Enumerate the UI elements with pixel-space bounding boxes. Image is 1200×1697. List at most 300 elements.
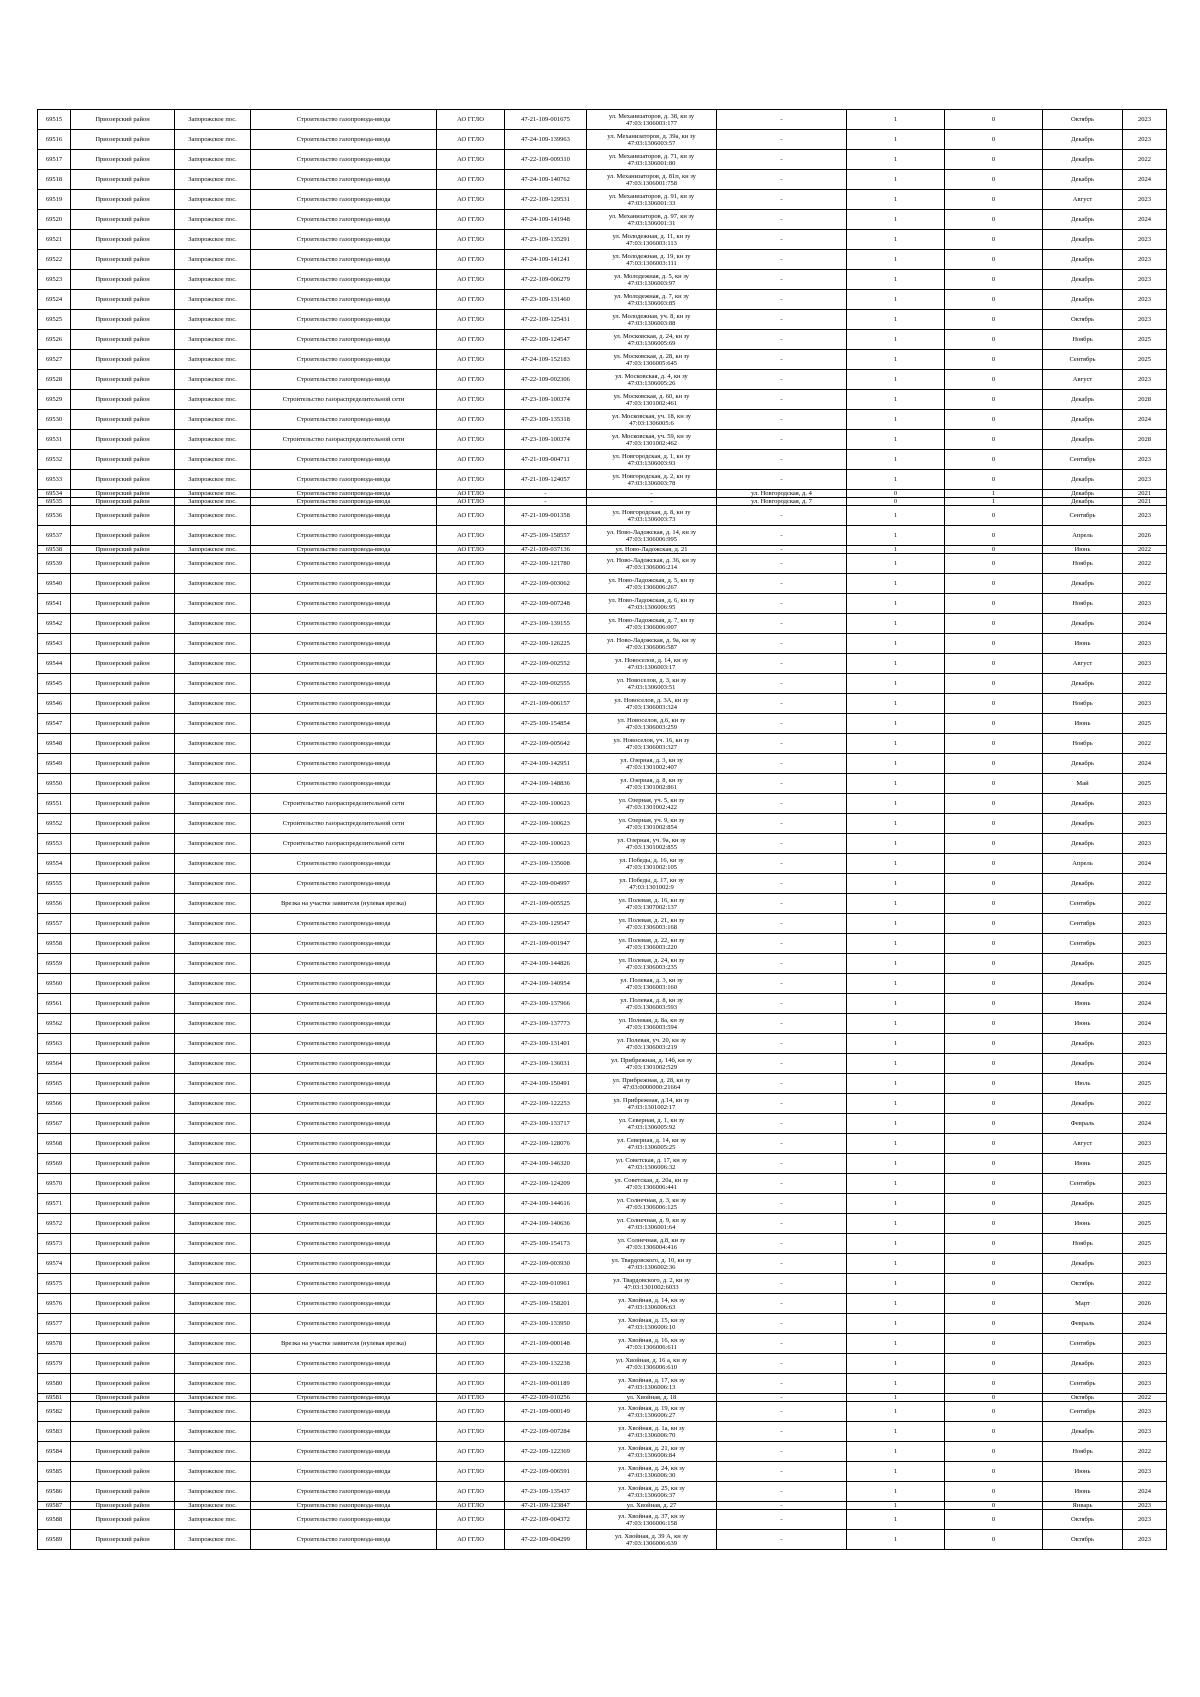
cell-code: 47-25-109-158557 [505, 526, 587, 546]
cell-id: 69524 [38, 290, 71, 310]
cell-month: Сентябрь [1043, 1402, 1123, 1422]
cell-code: 47-21-109-001947 [505, 934, 587, 954]
cell-work: Строительство газопровода-ввода [251, 150, 437, 170]
cell-code: 47-22-109-003062 [505, 574, 587, 594]
table-row [38, 934, 1167, 954]
cell-id: 69578 [38, 1334, 71, 1354]
cell-count-2: 0 [945, 834, 1043, 854]
cell-id: 69528 [38, 370, 71, 390]
cell-count-2: 0 [945, 1234, 1043, 1254]
cell-count-1: 1 [847, 914, 945, 934]
cell-code: 47-22-109-124209 [505, 1174, 587, 1194]
cell-address [587, 1194, 717, 1214]
cell-year: 2022 [1123, 574, 1167, 594]
cell-object: - [717, 370, 847, 390]
cell-month: Ноябрь [1043, 1234, 1123, 1254]
cell-address [587, 1374, 717, 1394]
cell-code: 47-23-109-137966 [505, 994, 587, 1014]
cell-object: - [717, 190, 847, 210]
cell-settlement: Запорожское пос. [175, 1214, 251, 1234]
cell-count-1: 1 [847, 734, 945, 754]
table-row [38, 1014, 1167, 1034]
table-row [38, 230, 1167, 250]
cell-district: Приозерский район [71, 634, 175, 654]
cell-settlement: Запорожское пос. [175, 490, 251, 498]
cell-object: - [717, 1154, 847, 1174]
cell-org: АО ГГЛО [437, 1154, 505, 1174]
cell-org: АО ГГЛО [437, 170, 505, 190]
cell-object: - [717, 1502, 847, 1510]
cell-code: 47-22-109-004372 [505, 1510, 587, 1530]
cell-month: Декабрь [1043, 834, 1123, 854]
cell-org: АО ГГЛО [437, 1034, 505, 1054]
cell-count-1: 1 [847, 1422, 945, 1442]
cell-work: Строительство газопровода-ввода [251, 1530, 437, 1550]
cell-year: 2023 [1123, 1462, 1167, 1482]
cell-id: 69571 [38, 1194, 71, 1214]
cell-work: Строительство газопровода-ввода [251, 934, 437, 954]
address-line: ул. Прибрежная, д. 14б, кн зу [611, 1056, 692, 1064]
table-row [38, 554, 1167, 574]
cell-settlement: Запорожское пос. [175, 230, 251, 250]
cell-address [587, 954, 717, 974]
cell-org: АО ГГЛО [437, 694, 505, 714]
cadastral-number: 47:03:1306002:36 [627, 1263, 676, 1271]
cell-org: АО ГГЛО [437, 1074, 505, 1094]
cell-month: Декабрь [1043, 1054, 1123, 1074]
cell-month: Октябрь [1043, 1394, 1123, 1402]
address-line: ул. Новгородская, д. 8, кн зу [612, 508, 691, 516]
cell-count-1: 1 [847, 470, 945, 490]
cell-year: 2024 [1123, 1482, 1167, 1502]
cell-settlement: Запорожское пос. [175, 634, 251, 654]
cell-address [587, 490, 717, 498]
cell-district: Приозерский район [71, 1482, 175, 1502]
cell-month: Декабрь [1043, 150, 1123, 170]
cell-settlement: Запорожское пос. [175, 190, 251, 210]
cell-address [587, 734, 717, 754]
cadastral-number: 47:03:1306006:10 [627, 1323, 676, 1331]
cell-org: АО ГГЛО [437, 574, 505, 594]
address-line: ул. Ново-Ладожская, д. 7, кн зу [608, 616, 695, 624]
cell-year: 2022 [1123, 554, 1167, 574]
cell-year: 2023 [1123, 506, 1167, 526]
cadastral-number: 47:03:1306001:64 [627, 1223, 676, 1231]
cell-year: 2024 [1123, 1114, 1167, 1134]
cell-month: Октябрь [1043, 1530, 1123, 1550]
table-row [38, 574, 1167, 594]
cell-year: 2025 [1123, 1234, 1167, 1254]
cell-address [587, 1074, 717, 1094]
cell-year: 2023 [1123, 1374, 1167, 1394]
cell-code: - [505, 498, 587, 506]
cell-count-1: 1 [847, 1374, 945, 1394]
cell-address [587, 574, 717, 594]
cell-id: 69580 [38, 1374, 71, 1394]
cell-work: Строительство газораспределительной сети [251, 834, 437, 854]
table-row [38, 1402, 1167, 1422]
address-line: ул. Озерная, д. 3, кн зу [620, 756, 683, 764]
cell-month: Июнь [1043, 1214, 1123, 1234]
address-line: ул. Хвойная, д. 14, кн зу [618, 1296, 685, 1304]
cell-object: - [717, 1462, 847, 1482]
cell-work: Строительство газопровода-ввода [251, 674, 437, 694]
cell-work: Строительство газопровода-ввода [251, 974, 437, 994]
address-line: ул. Твардовского, д. 2, кн зу [613, 1276, 690, 1284]
cell-count-1: 1 [847, 1114, 945, 1134]
cell-object: - [717, 994, 847, 1014]
cell-district: Приозерский район [71, 694, 175, 714]
cell-year: 2025 [1123, 330, 1167, 350]
cell-count-1: 1 [847, 230, 945, 250]
cell-address [587, 290, 717, 310]
cell-year: 2023 [1123, 814, 1167, 834]
cell-count-1: 1 [847, 526, 945, 546]
cell-work: Строительство газопровода-ввода [251, 410, 437, 430]
cell-org: АО ГГЛО [437, 1054, 505, 1074]
cell-count-1: 1 [847, 1074, 945, 1094]
cell-work: Строительство газопровода-ввода [251, 694, 437, 714]
cell-address [587, 1394, 717, 1402]
cell-id: 69519 [38, 190, 71, 210]
cadastral-number: 47:03:1306003:17 [627, 663, 676, 671]
cell-id: 69535 [38, 498, 71, 506]
cell-object: - [717, 110, 847, 130]
cell-org: АО ГГЛО [437, 130, 505, 150]
cell-count-1: 1 [847, 1034, 945, 1054]
cell-id: 69544 [38, 654, 71, 674]
cell-settlement: Запорожское пос. [175, 694, 251, 714]
address-line: ул. Северная, д. 1, кн зу [618, 1116, 685, 1124]
cell-address [587, 774, 717, 794]
cell-year: 2024 [1123, 994, 1167, 1014]
cell-work: Строительство газопровода-ввода [251, 210, 437, 230]
cell-count-1: 1 [847, 1014, 945, 1034]
cell-settlement: Запорожское пос. [175, 450, 251, 470]
address-line: ул. Новоселов, д.6, кн зу [617, 716, 686, 724]
cell-work: Строительство газопровода-ввода [251, 290, 437, 310]
cell-year: 2022 [1123, 546, 1167, 554]
cell-object: - [717, 1314, 847, 1334]
cell-work: Строительство газопровода-ввода [251, 526, 437, 546]
cell-count-2: 0 [945, 1134, 1043, 1154]
cell-settlement: Запорожское пос. [175, 1394, 251, 1402]
table-row [38, 1094, 1167, 1114]
cell-code: 47-23-109-135291 [505, 230, 587, 250]
cadastral-number: 47:03:1306001:31 [627, 219, 676, 227]
cadastral-number: 47:03:1306003:113 [626, 239, 677, 247]
cell-work: Строительство газопровода-ввода [251, 110, 437, 130]
table-row [38, 1214, 1167, 1234]
cell-address [587, 934, 717, 954]
table-row [38, 1254, 1167, 1274]
cell-year: 2022 [1123, 1442, 1167, 1462]
cell-settlement: Запорожское пос. [175, 150, 251, 170]
cell-id: 69542 [38, 614, 71, 634]
cell-object: ул. Новгородская, д. 4 [717, 490, 847, 498]
cell-code: 47-22-109-125431 [505, 310, 587, 330]
cell-code: 47-24-109-148836 [505, 774, 587, 794]
cell-month: Сентябрь [1043, 350, 1123, 370]
cell-work: Строительство газопровода-ввода [251, 1422, 437, 1442]
cell-count-2: 0 [945, 914, 1043, 934]
cell-month: Октябрь [1043, 1510, 1123, 1530]
cell-org: АО ГГЛО [437, 526, 505, 546]
cell-org: АО ГГЛО [437, 1354, 505, 1374]
table-row [38, 874, 1167, 894]
cell-year: 2024 [1123, 614, 1167, 634]
cell-id: 69584 [38, 1442, 71, 1462]
cell-id: 69573 [38, 1234, 71, 1254]
cell-id: 69551 [38, 794, 71, 814]
cell-year: 2025 [1123, 1154, 1167, 1174]
cell-work: Строительство газопровода-ввода [251, 450, 437, 470]
cell-district: Приозерский район [71, 1114, 175, 1134]
cell-district: Приозерский район [71, 754, 175, 774]
address-line: ул. Московская, д. 28, кн зу [613, 352, 690, 360]
address-line: ул. Молодежная, д. 11, кн зу [612, 232, 691, 240]
cadastral-number: 47:03:1306006:610 [626, 1363, 677, 1371]
cadastral-number: 47:03:1306006:158 [626, 1519, 677, 1527]
cell-work: Врезка на участке заявителя (нулевая врезка) [251, 894, 437, 914]
cell-id: 69556 [38, 894, 71, 914]
cell-count-1: 1 [847, 854, 945, 874]
cell-year: 2023 [1123, 370, 1167, 390]
cell-org: АО ГГЛО [437, 834, 505, 854]
cell-id: 69575 [38, 1274, 71, 1294]
cell-count-1: 1 [847, 370, 945, 390]
cell-settlement: Запорожское пос. [175, 854, 251, 874]
cell-district: Приозерский район [71, 390, 175, 410]
cell-org: АО ГГЛО [437, 874, 505, 894]
cell-code: 47-22-109-100623 [505, 834, 587, 854]
address-line: ул. Хвойная, д. 21, кн зу [618, 1444, 685, 1452]
cell-year: 2023 [1123, 1354, 1167, 1374]
cell-org: АО ГГЛО [437, 934, 505, 954]
cell-id: 69532 [38, 450, 71, 470]
cell-object: - [717, 1422, 847, 1442]
cell-district: Приозерский район [71, 506, 175, 526]
cell-address [587, 270, 717, 290]
cell-month: Декабрь [1043, 614, 1123, 634]
cell-work: Строительство газопровода-ввода [251, 634, 437, 654]
cell-month: Ноябрь [1043, 554, 1123, 574]
cell-code: 47-21-109-001675 [505, 110, 587, 130]
cell-month: Июнь [1043, 1482, 1123, 1502]
cell-year: 2023 [1123, 594, 1167, 614]
cell-settlement: Запорожское пос. [175, 330, 251, 350]
cell-address [587, 1530, 717, 1550]
cadastral-number: 47:03:1301002:422 [626, 803, 677, 811]
cell-count-2: 0 [945, 934, 1043, 954]
cell-settlement: Запорожское пос. [175, 554, 251, 574]
cell-count-1: 1 [847, 834, 945, 854]
cell-district: Приозерский район [71, 854, 175, 874]
cell-org: АО ГГЛО [437, 1422, 505, 1442]
table-row [38, 754, 1167, 774]
table-row [38, 854, 1167, 874]
cell-district: Приозерский район [71, 270, 175, 290]
address-line: ул. Советская, д. 17, кн зу [615, 1156, 688, 1164]
cell-settlement: Запорожское пос. [175, 1194, 251, 1214]
cell-code: 47-22-109-002552 [505, 654, 587, 674]
table-row [38, 1074, 1167, 1094]
cell-district: Приозерский район [71, 1374, 175, 1394]
cell-settlement: Запорожское пос. [175, 350, 251, 370]
address-line: ул. Хвойная, д. 19, кн зу [618, 1404, 685, 1412]
cell-count-1: 1 [847, 654, 945, 674]
cell-id: 69515 [38, 110, 71, 130]
cell-object: - [717, 1174, 847, 1194]
cell-count-2: 0 [945, 1154, 1043, 1174]
cell-count-1: 1 [847, 1294, 945, 1314]
cell-district: Приозерский район [71, 1014, 175, 1034]
cell-object: - [717, 430, 847, 450]
cell-code: 47-23-109-132238 [505, 1354, 587, 1374]
address-line: ул. Хвойная, д. 39 А, кн зу [614, 1532, 689, 1540]
cell-org: АО ГГЛО [437, 1294, 505, 1314]
cell-settlement: Запорожское пос. [175, 526, 251, 546]
cell-settlement: Запорожское пос. [175, 994, 251, 1014]
table-row [38, 1054, 1167, 1074]
address-line: ул. Хвойная, д. 18 [626, 1394, 677, 1401]
cell-district: Приозерский район [71, 1394, 175, 1402]
cell-address [587, 1254, 717, 1274]
cell-object: - [717, 526, 847, 546]
cell-district: Приозерский район [71, 594, 175, 614]
cell-month: Декабрь [1043, 1254, 1123, 1274]
table-row [38, 614, 1167, 634]
cell-object: - [717, 230, 847, 250]
cell-count-2: 0 [945, 554, 1043, 574]
cell-id: 69550 [38, 774, 71, 794]
cell-year: 2024 [1123, 410, 1167, 430]
cadastral-number: 47:03:1306003:594 [626, 1023, 677, 1031]
cell-month: Февраль [1043, 1314, 1123, 1334]
cell-org: АО ГГЛО [437, 1482, 505, 1502]
cell-settlement: Запорожское пос. [175, 1114, 251, 1134]
cell-count-1: 1 [847, 1214, 945, 1234]
cell-org: АО ГГЛО [437, 974, 505, 994]
cell-district: Приозерский район [71, 894, 175, 914]
cell-code: 47-22-109-007284 [505, 1422, 587, 1442]
cell-count-1: 1 [847, 754, 945, 774]
cell-settlement: Запорожское пос. [175, 894, 251, 914]
cell-work: Строительство газопровода-ввода [251, 714, 437, 734]
cadastral-number: 47:03:1306003:160 [626, 983, 677, 991]
cell-object: - [717, 330, 847, 350]
cell-month: Март [1043, 1294, 1123, 1314]
cell-settlement: Запорожское пос. [175, 410, 251, 430]
cell-address [587, 594, 717, 614]
cell-year: 2022 [1123, 894, 1167, 914]
cell-work: Строительство газопровода-ввода [251, 574, 437, 594]
cell-id: 69529 [38, 390, 71, 410]
cadastral-number: 47:03:1307002:137 [626, 903, 677, 911]
cell-address [587, 1502, 717, 1510]
cell-settlement: Запорожское пос. [175, 654, 251, 674]
cell-settlement: Запорожское пос. [175, 614, 251, 634]
data-table [37, 109, 1167, 1550]
cell-district: Приозерский район [71, 914, 175, 934]
cell-count-1: 0 [847, 498, 945, 506]
cell-count-2: 0 [945, 250, 1043, 270]
cell-year: 2024 [1123, 974, 1167, 994]
cell-year: 2023 [1123, 110, 1167, 130]
cell-count-2: 0 [945, 634, 1043, 654]
table-row [38, 1034, 1167, 1054]
cell-settlement: Запорожское пос. [175, 110, 251, 130]
table-row [38, 350, 1167, 370]
cadastral-number: 47:03:1306003:51 [627, 683, 676, 691]
address-line: ул. Механизаторов, д. 91, кн зу [608, 192, 695, 200]
cell-code: 47-22-109-128076 [505, 1134, 587, 1154]
address-line: ул. Озерная, уч. 9, кн зу [618, 816, 685, 824]
cell-address [587, 170, 717, 190]
cell-object: - [717, 914, 847, 934]
table-row [38, 974, 1167, 994]
cell-count-2: 0 [945, 526, 1043, 546]
cell-count-1: 1 [847, 934, 945, 954]
cell-year: 2022 [1123, 150, 1167, 170]
cell-address [587, 230, 717, 250]
cell-count-2: 0 [945, 130, 1043, 150]
cell-count-2: 0 [945, 874, 1043, 894]
cell-work: Строительство газопровода-ввода [251, 330, 437, 350]
cell-object: - [717, 1254, 847, 1274]
table-row [38, 814, 1167, 834]
cadastral-number: 47:03:1301002:105 [626, 863, 677, 871]
cell-code: 47-22-109-003930 [505, 1254, 587, 1274]
address-line: ул. Советская, д. 20а, кн зу [614, 1176, 689, 1184]
cell-code: 47-23-109-135608 [505, 854, 587, 874]
cell-count-1: 1 [847, 130, 945, 150]
cell-work: Строительство газопровода-ввода [251, 1194, 437, 1214]
cadastral-number: 47:03:1306006:267 [626, 583, 677, 591]
cell-code: 47-24-109-139963 [505, 130, 587, 150]
cell-code: 47-23-109-131460 [505, 290, 587, 310]
cell-org: АО ГГЛО [437, 1394, 505, 1402]
cell-code: 47-23-109-135318 [505, 410, 587, 430]
cell-settlement: Запорожское пос. [175, 1294, 251, 1314]
cell-year: 2025 [1123, 1194, 1167, 1214]
cell-object: - [717, 1294, 847, 1314]
cell-district: Приозерский район [71, 1134, 175, 1154]
cell-count-1: 1 [847, 1334, 945, 1354]
cell-code: 47-24-109-142951 [505, 754, 587, 774]
cell-year: 2025 [1123, 1214, 1167, 1234]
table-row [38, 894, 1167, 914]
cell-org: АО ГГЛО [437, 634, 505, 654]
cell-address [587, 634, 717, 654]
cell-id: 69553 [38, 834, 71, 854]
table-row [38, 1394, 1167, 1402]
cell-id: 69576 [38, 1294, 71, 1314]
cell-count-1: 1 [847, 250, 945, 270]
cell-count-2: 0 [945, 1314, 1043, 1334]
cell-object: - [717, 1354, 847, 1374]
address-line: ул. Прибрежная, д.14, кн зу [613, 1096, 690, 1104]
cell-work: Строительство газопровода-ввода [251, 914, 437, 934]
cell-id: 69552 [38, 814, 71, 834]
cell-settlement: Запорожское пос. [175, 594, 251, 614]
cell-year: 2023 [1123, 1402, 1167, 1422]
cell-month: Декабрь [1043, 1034, 1123, 1054]
cell-object: - [717, 834, 847, 854]
cell-district: Приозерский район [71, 190, 175, 210]
cell-address [587, 1114, 717, 1134]
cell-settlement: Запорожское пос. [175, 934, 251, 954]
